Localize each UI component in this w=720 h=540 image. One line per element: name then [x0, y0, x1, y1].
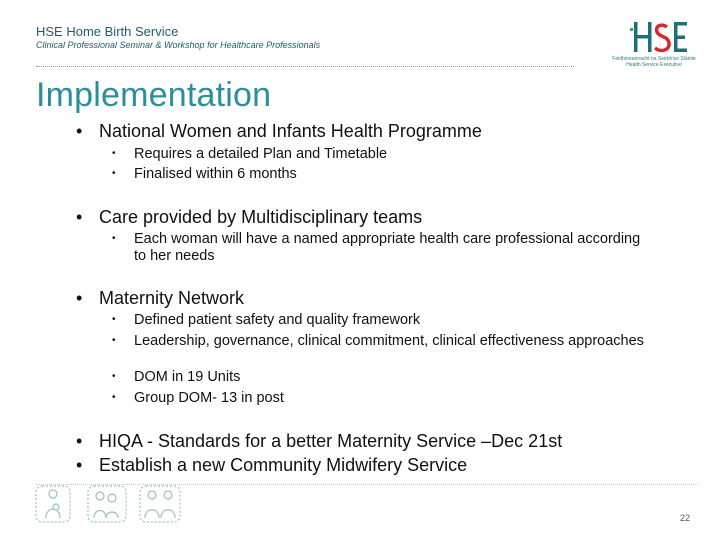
- footer-icons: [32, 480, 202, 526]
- bullet-dot: •: [76, 207, 83, 227]
- sub-bullet-text: Finalised within 6 months: [134, 166, 297, 182]
- bullet-text: Maternity Network: [99, 288, 245, 308]
- bullet-dot: •: [76, 455, 83, 475]
- sub-bullet-text: Each woman will have a named appropriate health care professional according to her needs: [134, 231, 641, 264]
- header-subtitle: Clinical Professional Seminar & Workshop for Healthcare Professionals: [36, 40, 321, 50]
- bullet-dot: •: [76, 288, 83, 308]
- sub-bullet-dot: •: [112, 335, 116, 346]
- page-number: 22: [680, 513, 691, 523]
- sub-bullet-dot: •: [112, 392, 116, 403]
- sub-bullet-dot: •: [112, 148, 116, 159]
- bullet-text: National Women and Infants Health Programme: [99, 121, 482, 141]
- bullet-text: Establish a new Community Midwifery Service: [99, 455, 468, 475]
- slide-title: Implementation: [36, 76, 272, 114]
- sub-bullet-dot: •: [112, 168, 116, 179]
- hse-logo-caption-line2: Health Service Executive: [626, 62, 682, 68]
- bullet-dot: •: [76, 431, 83, 451]
- sub-bullet-text: Leadership, governance, clinical commitment, clinical effectiveness approaches: [134, 333, 644, 349]
- bullet-text: Care provided by Multidisciplinary teams: [99, 207, 423, 227]
- sub-bullet-text: Defined patient safety and quality framework: [134, 312, 421, 328]
- sub-bullet-dot: •: [112, 233, 116, 244]
- sub-bullet-dot: •: [112, 314, 116, 325]
- sub-bullet-text: DOM in 19 Units: [134, 369, 241, 385]
- header-title: HSE Home Birth Service: [36, 24, 179, 39]
- hse-logo-caption-line1: Feidhmeannacht na Seirbhíse Sláinte: [612, 56, 696, 62]
- bullet-text: HIQA - Standards for a better Maternity Service –Dec 21st: [99, 431, 563, 451]
- sub-bullet-dot: •: [112, 371, 116, 382]
- sub-bullet-text: Requires a detailed Plan and Timetable: [134, 146, 388, 162]
- midwife-icon: [88, 486, 126, 522]
- bullet-dot: •: [76, 121, 83, 141]
- family-icon: [140, 486, 180, 522]
- mother-baby-icon: [36, 486, 70, 522]
- sub-bullet-text: Group DOM- 13 in post: [134, 390, 284, 406]
